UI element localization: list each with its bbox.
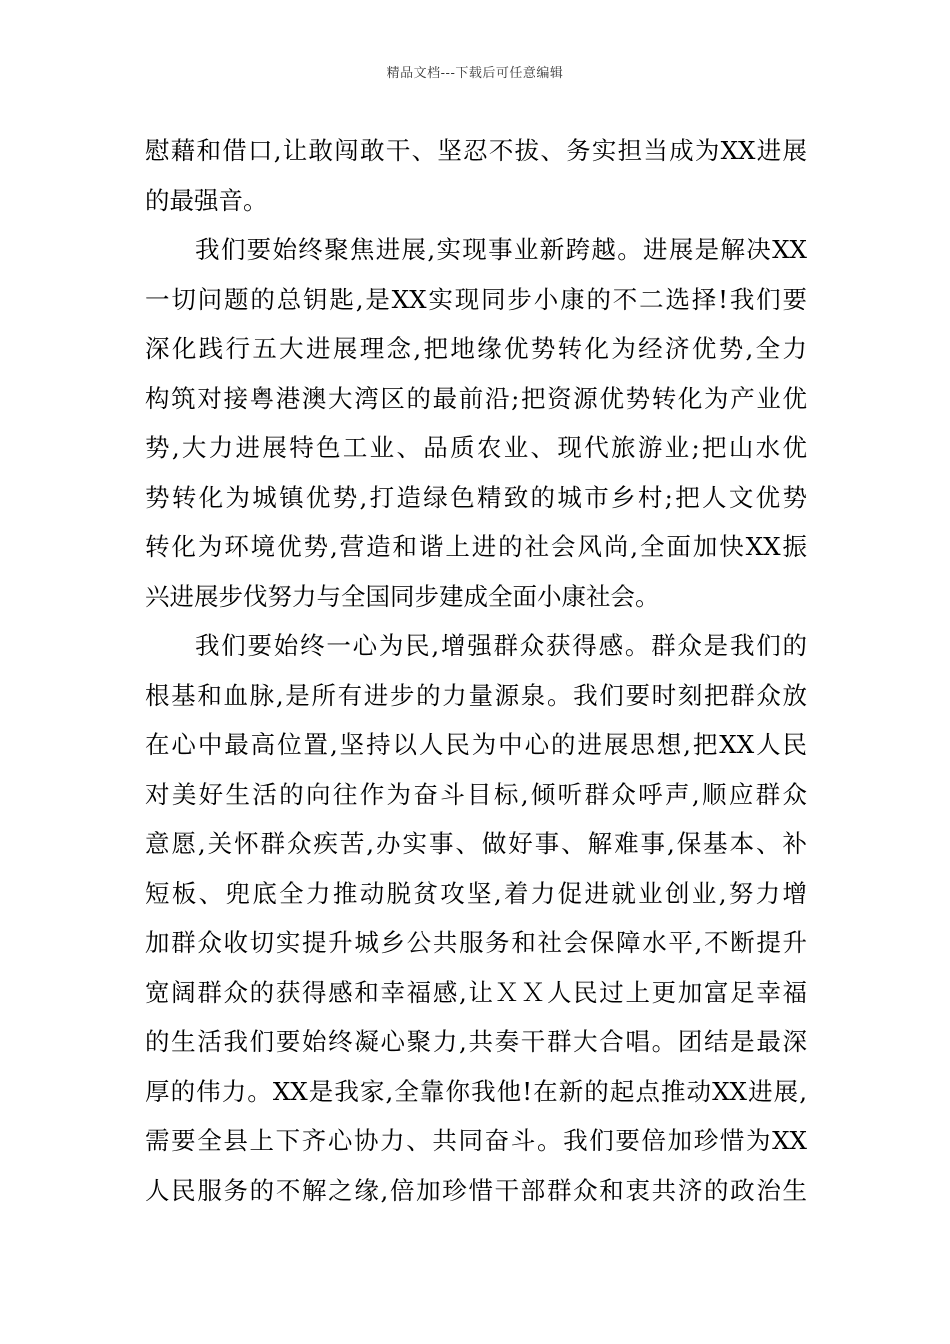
document-body — [145, 126, 807, 1215]
text-line: 兴进展步伐努力与全国同步建成全面小康社会。 — [145, 581, 660, 611]
text-line: 我们要始终聚焦进展,实现事业新跨越。进展是解决XX — [195, 235, 807, 264]
text-line: 慰藉和借口,让敢闯敢干、坚忍不拔、务实担当成为XX进展 — [145, 136, 807, 165]
text-line: 对美好生活的向往作为奋斗目标,倾听群众呼声,顺应群众 — [145, 779, 807, 809]
text-line: 我们要始终一心为民,增强群众获得感。群众是我们的 — [195, 631, 807, 660]
text-line: 需要全县上下齐心协力、共同奋斗。我们要倍加珍惜为XX — [145, 1126, 807, 1155]
page-header: 精品文档---下载后可任意编辑 — [386, 66, 564, 81]
text-line: 的最强音。 — [145, 185, 268, 215]
text-line: 宽阔群众的获得感和幸福感,让ＸＸ人民过上更加富足幸福 — [145, 977, 807, 1007]
text-line: 加群众收切实提升城乡公共服务和社会保障水平,不断提升 — [145, 928, 807, 957]
text-line: 转化为环境优势,营造和谐上进的社会风尚,全面加快XX振 — [145, 532, 807, 561]
text-line: 的生活我们要始终凝心聚力,共奏干群大合唱。团结是最深 — [145, 1027, 807, 1056]
text-line: 构筑对接粤港澳大湾区的最前沿;把资源优势转化为产业优 — [145, 383, 807, 413]
text-line: 厚的伟力。XX是我家,全靠你我他!在新的起点推动XX进展, — [145, 1076, 807, 1106]
text-line: 短板、兜底全力推动脱贫攻坚,着力促进就业创业,努力增 — [145, 878, 807, 908]
text-line: 根基和血脉,是所有进步的力量源泉。我们要时刻把群众放 — [145, 680, 807, 710]
text-line: 势转化为城镇优势,打造绿色精致的城市乡村;把人文优势 — [145, 482, 807, 512]
text-line: 深化践行五大进展理念,把地缘优势转化为经济优势,全力 — [145, 334, 807, 363]
text-line: 人民服务的不解之缘,倍加珍惜干部群众和衷共济的政治生 — [145, 1175, 807, 1205]
text-line: 在心中最高位置,坚持以人民为中心的进展思想,把XX人民 — [145, 730, 807, 759]
text-line: 意愿,关怀群众疾苦,办实事、做好事、解难事,保基本、补 — [145, 829, 807, 858]
text-line: 势,大力进展特色工业、品质农业、现代旅游业;把山水优 — [145, 433, 807, 462]
text-line: 一切问题的总钥匙,是XX实现同步小康的不二选择!我们要 — [145, 284, 807, 314]
